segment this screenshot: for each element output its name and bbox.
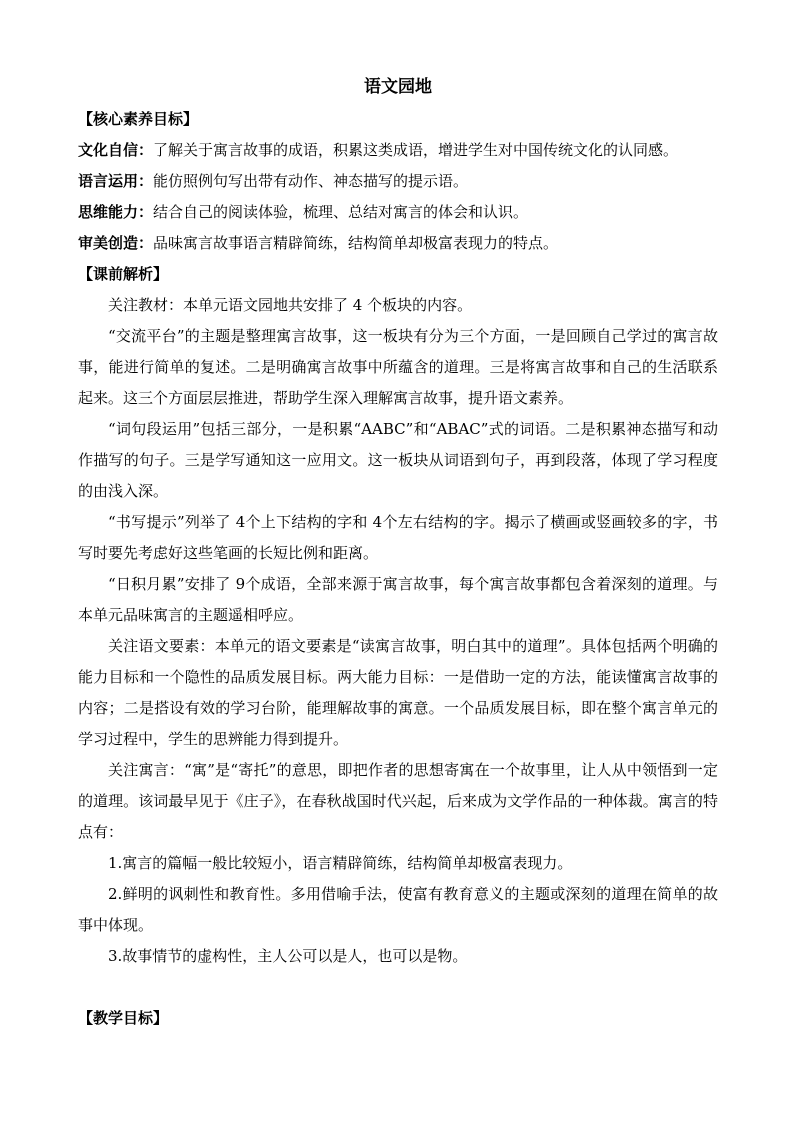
paragraph: “交流平台”的主题是整理寓言故事，这一板块有分为三个方面，一是回顾自己学过的寓言故事，能进行简单的复述。二是明确寓言故事中所蕴含的道理。三是将寓言故事和自己的生活联系起来。这三个方面层层推进，帮助学生深入理解寓言故事，提升语文素养。 [78, 327, 718, 407]
goal-item-language [78, 166, 718, 197]
paragraph: “书写提示”列举了 4个上下结构的字和 4个左右结构的字。揭示了横画或竖画较多的字，书写时要先考虑好这些笔画的长短比例和距离。 [78, 513, 718, 562]
goal-text: 品味寓言故事语言精辟简练，结构简单却极富表现力的特点。 [153, 234, 559, 252]
document-title: 语文园地 [364, 77, 432, 97]
paragraph: 关注语文要素：本单元的语文要素是“读寓言故事，明白其中的道理”。具体包括两个明确的能力目标和一个隐性的品质发展目标。两大能力目标：一是借助一定的方法，能读懂寓言故事的内容；二是搭设有效的学习台阶，能理解故事的寓意。一个品质发展目标，即在整个寓言单元的学习过程中，学生的思辨能力得到提升。 [78, 637, 718, 748]
section-teaching-goals [78, 1003, 718, 1034]
section-pre-analysis [78, 259, 718, 972]
goal-label: 审美创造： [78, 234, 154, 252]
section-core-goals [78, 104, 718, 259]
section-heading-pre-analysis: 【课前解析】 [78, 265, 169, 283]
list-item: 2.鲜明的讽刺性和教育性。多用借喻手法，使富有教育意义的主题或深刻的道理在简单的故事中体现。 [78, 885, 718, 934]
paragraph: “日积月累”安排了 9个成语，全部来源于寓言故事，每个寓言故事都包含着深刻的道理。与本单元品味寓言的主题遥相呼应。 [78, 575, 718, 624]
goal-item-thinking [78, 197, 718, 228]
goal-text: 了解关于寓言故事的成语，积累这类成语，增进学生对中国传统文化的认同感。 [153, 141, 679, 159]
paragraph: 关注教材：本单元语文园地共安排了 4 个板块的内容。 [108, 296, 473, 314]
goal-item-aesthetic [78, 228, 718, 259]
section-heading-teaching-goals: 【教学目标】 [78, 1009, 169, 1027]
list-item: 1.寓言的篇幅一般比较短小，语言精辟简练，结构简单却极富表现力。 [108, 854, 573, 872]
paragraph: 关注寓言：“寓”是“寄托”的意思，即把作者的思想寄寓在一个故事里，让人从中领悟到一定的道理。该词最早见于《庄子》，在春秋战国时代兴起，后来成为文学作品的一种体裁。寓言的特点有： [78, 761, 718, 841]
goal-label: 思维能力： [78, 203, 154, 221]
goal-label: 文化自信： [78, 141, 154, 159]
section-heading-core-goals: 【核心素养目标】 [78, 110, 199, 128]
list-item: 3.故事情节的虚构性，主人公可以是人，也可以是物。 [108, 947, 468, 965]
document-page [78, 72, 718, 1034]
goal-item-culture [78, 135, 718, 166]
goal-text: 结合自己的阅读体验，梳理、总结对寓言的体会和认识。 [153, 203, 529, 221]
paragraph: “词句段运用”包括三部分，一是积累“AABC”和“ABAC”式的词语。二是积累神态描写和动作描写的句子。三是学写通知这一应用文。这一板块从词语到句子，再到段落，体现了学习程度的由浅入深。 [78, 420, 718, 500]
goal-text: 能仿照例句写出带有动作、神态描写的提示语。 [153, 172, 469, 190]
goal-label: 语言运用： [78, 172, 154, 190]
